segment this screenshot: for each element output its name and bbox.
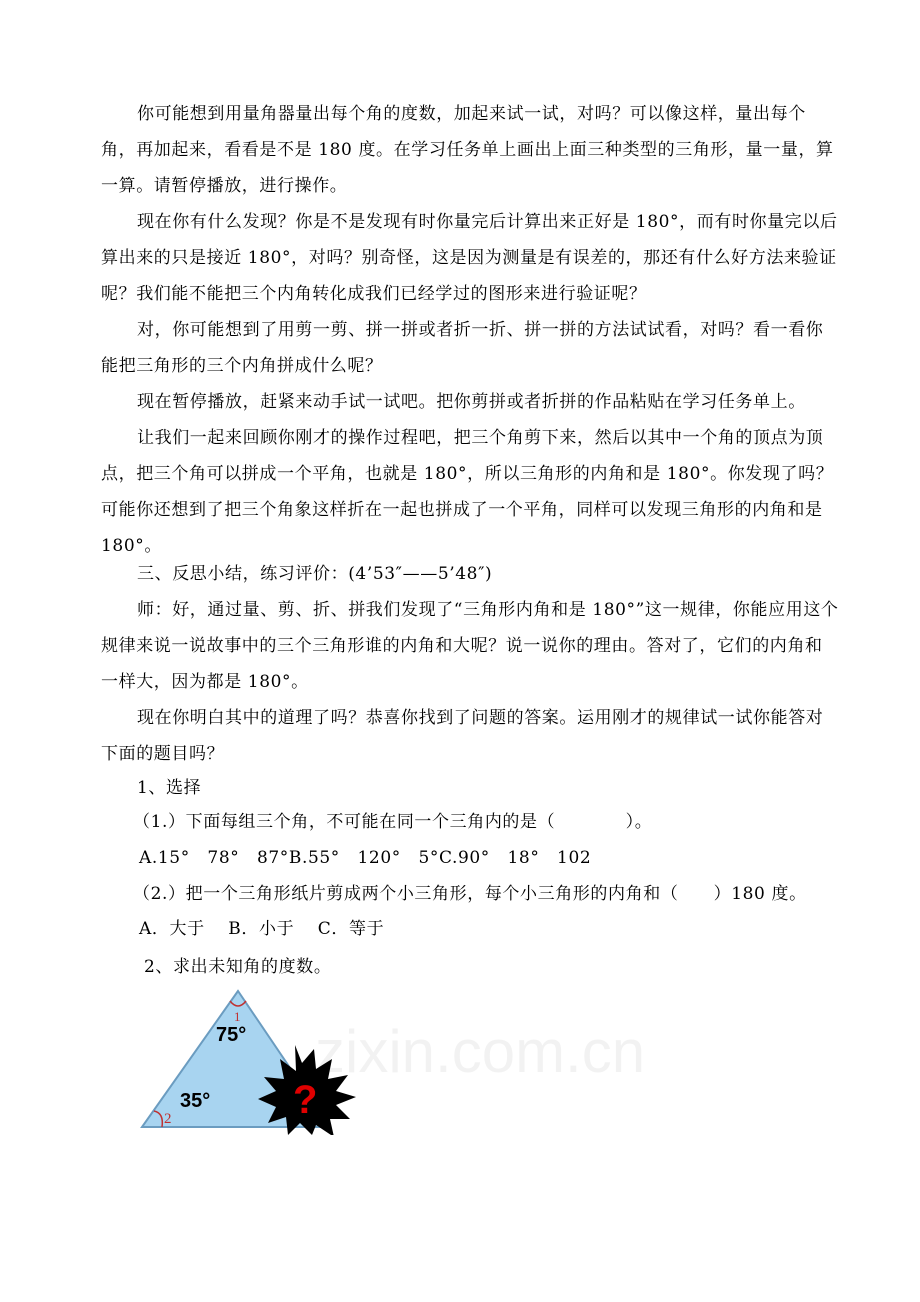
paragraph-3: 对，你可能想到了用剪一剪、拼一拼或者折一折、拼一拼的方法试试看，对吗？看一看你能把三角形的三个内角拼成什么呢？ xyxy=(101,320,824,376)
watermark-text: zixin.com.cn xyxy=(315,1018,646,1085)
angle-1-label: 1 xyxy=(234,1009,241,1024)
section-3-heading: 三、反思小结，练习评价：(4’53″——5’48″) xyxy=(137,564,493,584)
angle-2-label: 2 xyxy=(164,1111,172,1127)
paragraph-5: 让我们一起来回顾你刚才的操作过程吧，把三个角剪下来，然后以其中一个角的顶点为顶点，把三个角可以拼成一个平角，也就是 180°，所以三角形的内角和是 180°。你发现了吗？可能你还想到了把三个角象这样折在一起也拼成了一个平角，同样可以发现三角形的内角和是 180°。 xyxy=(101,428,834,556)
paragraph-6: 师：好，通过量、剪、折、拼我们发现了“三角形内角和是 180°”这一规律，你能应用这个规律来说一说故事中的三个三角形谁的内角和大呢？说一说你的理由。答对了，它们的内角和一样大，因为都是 180°。 xyxy=(101,600,839,692)
paragraph-4: 现在暂停播放，赶紧来动手试一试吧。把你剪拼或者折拼的作品粘贴在学习任务单上。 xyxy=(137,392,806,412)
question-2-options: A．大于 B．小于 C．等于 xyxy=(139,919,385,939)
angle-top-value: 75° xyxy=(216,1024,247,1046)
paragraph-7: 现在你明白其中的道理了吗？恭喜你找到了问题的答案。运用刚才的规律试一试你能答对下面的题目吗？ xyxy=(101,708,824,764)
triangle-figure-svg xyxy=(130,985,380,1135)
triangle-figure xyxy=(130,985,380,1135)
exercise-section-1-title: 1、选择 xyxy=(137,778,202,798)
question-2: （2.）把一个三角形纸片剪成两个小三角形，每个小三角形的内角和（ ）180 度。 xyxy=(133,884,807,904)
question-1-options: A.15° 78° 87°B.55° 120° 5°C.90° 18° 102 xyxy=(139,848,592,868)
exercise-section-2-title: 2、求出未知角的度数。 xyxy=(144,957,332,977)
angle-left-value: 35° xyxy=(180,1090,211,1112)
question-1: （1.）下面每组三个角，不可能在同一个三角内的是（ ）。 xyxy=(133,812,653,832)
paragraph-2: 现在你有什么发现？你是不是发现有时你量完后计算出来正好是 180°，而有时你量完以后算出来的只是接近 180°，对吗？别奇怪，这是因为测量是有误差的，那还有什么好方法来验证呢？我们能不能把三个内角转化成我们已经学过的图形来进行验证呢？ xyxy=(101,212,838,304)
paragraph-1: 你可能想到用量角器量出每个角的度数，加起来试一试，对吗？可以像这样，量出每个角，再加起来，看看是不是 180 度。在学习任务单上画出上面三种类型的三角形，量一量，算一算。请暂停播放，进行操作。 xyxy=(101,104,834,196)
mystery-question-mark: ? xyxy=(293,1078,318,1122)
